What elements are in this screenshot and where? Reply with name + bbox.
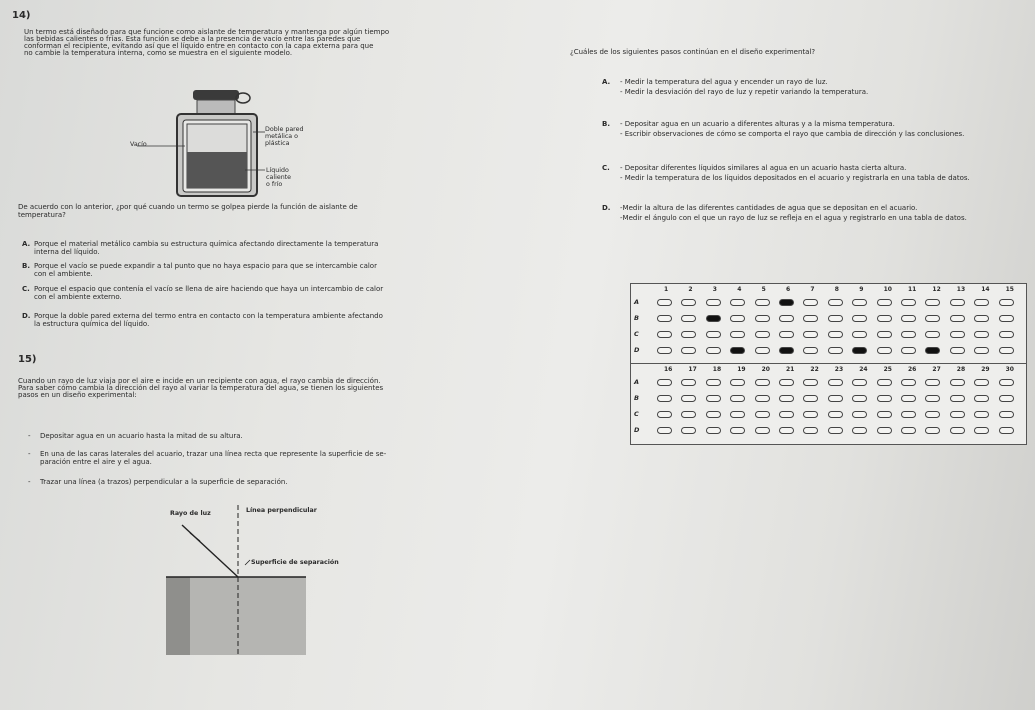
answer-bubble[interactable] [681, 427, 696, 434]
answer-bubble[interactable] [828, 315, 843, 322]
option-letter: D. [602, 204, 611, 212]
answer-bubble[interactable] [779, 347, 794, 354]
answer-bubble[interactable] [755, 299, 770, 306]
answer-bubble[interactable] [999, 347, 1014, 354]
answer-bubble[interactable] [901, 395, 916, 402]
question-number: 22 [810, 366, 819, 373]
answer-bubble[interactable] [681, 395, 696, 402]
answer-bubble[interactable] [803, 347, 818, 354]
answer-sheet [630, 283, 1025, 453]
answer-bubble[interactable] [974, 331, 989, 338]
answer-bubble[interactable] [657, 427, 672, 434]
intro-line: pasos en un diseño experimental: [18, 391, 137, 399]
answer-bubble[interactable] [828, 395, 843, 402]
question-number: 11 [908, 286, 917, 293]
answer-bubble[interactable] [877, 347, 892, 354]
answer-bubble[interactable] [901, 315, 916, 322]
answer-bubble[interactable] [901, 347, 916, 354]
answer-bubble[interactable] [925, 315, 940, 322]
option-letter: B. [602, 120, 610, 128]
question-number: 9 [859, 286, 864, 293]
answer-bubble[interactable] [730, 411, 745, 418]
question-number: 10 [883, 286, 892, 293]
answer-bubble[interactable] [779, 411, 794, 418]
step-text: paración entre el aire y el agua. [40, 458, 152, 466]
answer-bubble[interactable] [706, 427, 721, 434]
answer-bubble[interactable] [925, 347, 940, 354]
answer-bubble[interactable] [901, 299, 916, 306]
answer-bubble[interactable] [657, 347, 672, 354]
answer-bubble[interactable] [852, 395, 867, 402]
answer-bubble[interactable] [950, 427, 965, 434]
answer-bubble[interactable] [852, 315, 867, 322]
option-text: Porque el espacio que contenía el vacío se llena de aire haciendo que haya un intercambio de calor [34, 285, 384, 293]
intro-line: conforman el recipiente, evitando así que el líquido entre en contacto con la capa externa para que [24, 42, 374, 50]
answer-bubble[interactable] [803, 331, 818, 338]
answer-bubble[interactable] [730, 299, 745, 306]
option-text: -Medir el ángulo con el que un rayo de luz se refleja en el agua y registrarlo en una tabla de datos. [620, 214, 967, 222]
answer-bubble[interactable] [974, 347, 989, 354]
thermos-liquid [187, 152, 247, 188]
question-number: 29 [981, 366, 990, 373]
intro-line: Para saber cómo cambia la dirección del rayo al variar la temperatura del agua, se tienen los siguientes [18, 384, 384, 392]
answer-bubble[interactable] [877, 299, 892, 306]
question-number: 6 [786, 286, 791, 293]
answer-bubble[interactable] [901, 379, 916, 386]
answer-bubble[interactable] [877, 427, 892, 434]
answer-bubble[interactable] [755, 315, 770, 322]
answer-bubble[interactable] [852, 299, 867, 306]
answer-bubble[interactable] [706, 411, 721, 418]
answer-bubble[interactable] [925, 379, 940, 386]
answer-bubble[interactable] [999, 315, 1014, 322]
answer-bubble[interactable] [779, 379, 794, 386]
option-letter: C. [602, 164, 610, 172]
question-number: 28 [956, 366, 966, 373]
step-text: - Depositar agua en un acuario hasta la mitad de su altura. [40, 432, 243, 440]
answer-bubble[interactable] [925, 427, 940, 434]
question-number: 27 [932, 366, 941, 373]
intro-line: las bebidas calientes o frías. Esta función se debe a la presencia de vacío entre las paredes que [24, 35, 361, 43]
answer-bubble[interactable] [706, 331, 721, 338]
option-text: - Escribir observaciones de cómo se comporta el rayo que cambia de dirección y las conclusiones. [620, 130, 965, 138]
answer-bubble[interactable] [828, 427, 843, 434]
answer-bubble[interactable] [681, 379, 696, 386]
answer-bubble[interactable] [852, 411, 867, 418]
question-number: 25 [883, 366, 892, 373]
answer-bubble[interactable] [877, 395, 892, 402]
experiment-step [40, 432, 243, 440]
answer-bubble[interactable] [657, 331, 672, 338]
intro-line: no cambie la temperatura interna, como se muestra en el siguiente modelo. [24, 49, 293, 57]
option-letter: C. [22, 285, 30, 293]
answer-bubble[interactable] [950, 347, 965, 354]
answer-bubble[interactable] [779, 395, 794, 402]
answer-bubble[interactable] [901, 411, 916, 418]
option-text: -Medir la altura de las diferentes cantidades de agua que se depositan en el acuario. [620, 204, 918, 212]
answer-bubble[interactable] [852, 347, 867, 354]
answer-bubble[interactable] [950, 315, 965, 322]
option-text: Porque el vacío se puede expandir a tal punto que no haya espacio para que se intercambie calor [34, 262, 377, 270]
answer-bubble[interactable] [950, 379, 965, 386]
answer-bubble[interactable] [999, 411, 1014, 418]
answer-bubble[interactable] [852, 331, 867, 338]
answer-bubble[interactable] [730, 315, 745, 322]
option-text: - Medir la temperatura de los líquidos depositados en el acuario y registrarla en una tabla de datos. [620, 174, 970, 182]
answer-bubble[interactable] [828, 299, 843, 306]
option-text: interna del líquido. [34, 247, 100, 256]
option-letter: A. [22, 240, 31, 248]
label-doble-pared: Doble pared metálica o plástica [265, 126, 304, 147]
answer-bubble[interactable] [706, 379, 721, 386]
question-number: 7 [810, 286, 815, 293]
refraction-figure [160, 505, 360, 655]
row-letter: A [634, 298, 640, 306]
answer-bubble[interactable] [999, 427, 1014, 434]
answer-bubble[interactable] [779, 331, 794, 338]
question-number: 12 [932, 286, 941, 293]
answer-bubble[interactable] [657, 379, 672, 386]
answer-bubble[interactable] [755, 331, 770, 338]
answer-bubble[interactable] [657, 395, 672, 402]
option-text: - Medir la temperatura del agua y encender un rayo de luz. [620, 78, 828, 86]
intro-line: Un termo está diseñado para que funcione como aislante de temperatura y mantenga por algún tiempo [24, 28, 390, 36]
row-letter: B [634, 394, 639, 402]
question-number: 3 [712, 286, 717, 293]
question-number: 5 [761, 286, 766, 293]
answer-bubble[interactable] [950, 395, 965, 402]
answer-bubble[interactable] [681, 331, 696, 338]
answer-bubble[interactable] [803, 411, 818, 418]
thermos-lid [193, 90, 239, 100]
row-letter: C [634, 330, 639, 338]
answer-bubble[interactable] [681, 315, 696, 322]
answer-bubble[interactable] [828, 411, 843, 418]
question-number: 14 [981, 286, 990, 293]
question-number: 18 [712, 366, 722, 373]
answer-bubble[interactable] [999, 299, 1014, 306]
option-letter: B. [22, 262, 30, 270]
row-letter: D [634, 426, 640, 434]
label-superficie-separacion: Superficie de separación [251, 559, 339, 566]
answer-bubble[interactable] [706, 299, 721, 306]
step-text: - Trazar una línea (a trazos) perpendicular a la superficie de separación. [40, 478, 288, 486]
answer-bubble[interactable] [999, 331, 1014, 338]
question-number-14: 14) [12, 10, 31, 21]
question-number: 17 [688, 366, 697, 373]
answer-bubble[interactable] [755, 379, 770, 386]
answer-bubble[interactable] [877, 315, 892, 322]
answer-bubble[interactable] [755, 395, 770, 402]
question-number: 26 [908, 366, 917, 373]
answer-bubble[interactable] [974, 315, 989, 322]
answer-grid [630, 363, 1027, 445]
answer-bubble[interactable] [999, 395, 1014, 402]
answer-bubble[interactable] [803, 395, 818, 402]
row-letter: D [634, 346, 640, 354]
question-number: 23 [834, 366, 844, 373]
answer-bubble[interactable] [828, 379, 843, 386]
question-number: 2 [688, 286, 693, 293]
answer-bubble[interactable] [974, 299, 989, 306]
answer-bubble[interactable] [901, 427, 916, 434]
answer-bubble[interactable] [803, 315, 818, 322]
question-number: 13 [956, 286, 966, 293]
question-number: 15 [1005, 286, 1014, 293]
step-text: - En una de las caras laterales del acuario, trazar una línea recta que represente la superficie de se- [40, 450, 387, 458]
answer-bubble[interactable] [852, 427, 867, 434]
answer-bubble[interactable] [803, 299, 818, 306]
answer-bubble[interactable] [925, 411, 940, 418]
label-rayo-de-luz: Rayo de luz [170, 510, 211, 517]
option-text: - Medir la desviación del rayo de luz y repetir variando la temperatura. [620, 88, 869, 96]
answer-bubble[interactable] [828, 331, 843, 338]
answer-bubble[interactable] [877, 331, 892, 338]
answer-bubble[interactable] [925, 395, 940, 402]
answer-bubble[interactable] [755, 347, 770, 354]
answer-bubble[interactable] [828, 347, 843, 354]
question-14-stem: De acuerdo con lo anterior, ¿por qué cuando un termo se golpea pierde la función de aislante de temperatura? [18, 203, 358, 219]
answer-bubble[interactable] [730, 331, 745, 338]
answer-bubble[interactable] [779, 299, 794, 306]
answer-bubble[interactable] [681, 411, 696, 418]
label-vacio: Vacío [130, 141, 147, 148]
answer-bubble[interactable] [950, 331, 965, 338]
answer-bubble[interactable] [755, 427, 770, 434]
answer-bubble[interactable] [657, 315, 672, 322]
answer-bubble[interactable] [730, 395, 745, 402]
row-letter: B [634, 314, 639, 322]
answer-bubble[interactable] [877, 379, 892, 386]
option-text: la estructura química del líquido. [34, 319, 150, 328]
question-number-15: 15) [18, 354, 37, 365]
question-number: 19 [737, 366, 746, 373]
answer-bubble[interactable] [852, 379, 867, 386]
answer-bubble[interactable] [730, 347, 745, 354]
answer-bubble[interactable] [706, 315, 721, 322]
answer-bubble[interactable] [803, 379, 818, 386]
answer-bubble[interactable] [950, 299, 965, 306]
answer-bubble[interactable] [706, 395, 721, 402]
answer-bubble[interactable] [999, 379, 1014, 386]
row-letter: C [634, 410, 639, 418]
answer-bubble[interactable] [657, 299, 672, 306]
question-number: 30 [1005, 366, 1014, 373]
answer-bubble[interactable] [755, 411, 770, 418]
intro-line: Cuando un rayo de luz viaja por el aire e incide en un recipiente con agua, el rayo cambia de dirección. [18, 377, 381, 385]
option-letter: A. [602, 78, 611, 86]
answer-bubble[interactable] [974, 427, 989, 434]
answer-bubble[interactable] [925, 299, 940, 306]
answer-bubble[interactable] [657, 411, 672, 418]
answer-bubble[interactable] [974, 411, 989, 418]
answer-bubble[interactable] [779, 315, 794, 322]
question-number: 1 [664, 286, 669, 293]
row-letter: A [634, 378, 640, 386]
answer-bubble[interactable] [950, 411, 965, 418]
answer-bubble[interactable] [974, 395, 989, 402]
answer-bubble[interactable] [681, 299, 696, 306]
question-number: 21 [786, 366, 795, 373]
answer-grid [630, 283, 1027, 365]
answer-bubble[interactable] [730, 379, 745, 386]
answer-bubble[interactable] [901, 331, 916, 338]
option-text: con el ambiente. [34, 269, 93, 278]
option-text: con el ambiente externo. [34, 292, 122, 301]
thermos-neck [197, 100, 235, 114]
option-letter: D. [22, 312, 31, 320]
answer-bubble[interactable] [779, 427, 794, 434]
question-number: 8 [834, 286, 839, 293]
question-15-stem: ¿Cuáles de los siguientes pasos continúan en el diseño experimental? [570, 48, 816, 56]
question-number: 24 [859, 366, 868, 373]
label-linea-perpendicular: Línea perpendicular [246, 507, 317, 514]
answer-bubble[interactable] [681, 347, 696, 354]
answer-bubble[interactable] [974, 379, 989, 386]
experiment-step [40, 478, 288, 486]
answer-bubble[interactable] [706, 347, 721, 354]
option-text: - Depositar agua en un acuario a diferentes alturas y a la misma temperatura. [620, 120, 895, 128]
option-text: Porque el material metálico cambia su estructura química afectando directamente la temperatura [34, 240, 379, 248]
option-text: - Depositar diferentes líquidos similares al agua en un acuario hasta cierta altura. [620, 164, 907, 172]
answer-bubble[interactable] [803, 427, 818, 434]
answer-bubble[interactable] [730, 427, 745, 434]
experiment-step [40, 450, 386, 466]
question-number: 4 [737, 286, 742, 293]
question-number: 20 [761, 366, 770, 373]
option-text: Porque la doble pared externa del termo entra en contacto con la temperatura ambiente afectando [34, 312, 383, 320]
answer-bubble[interactable] [925, 331, 940, 338]
question-number: 16 [664, 366, 673, 373]
label-liquido: Líquido caliente o frío [266, 167, 292, 188]
answer-bubble[interactable] [877, 411, 892, 418]
